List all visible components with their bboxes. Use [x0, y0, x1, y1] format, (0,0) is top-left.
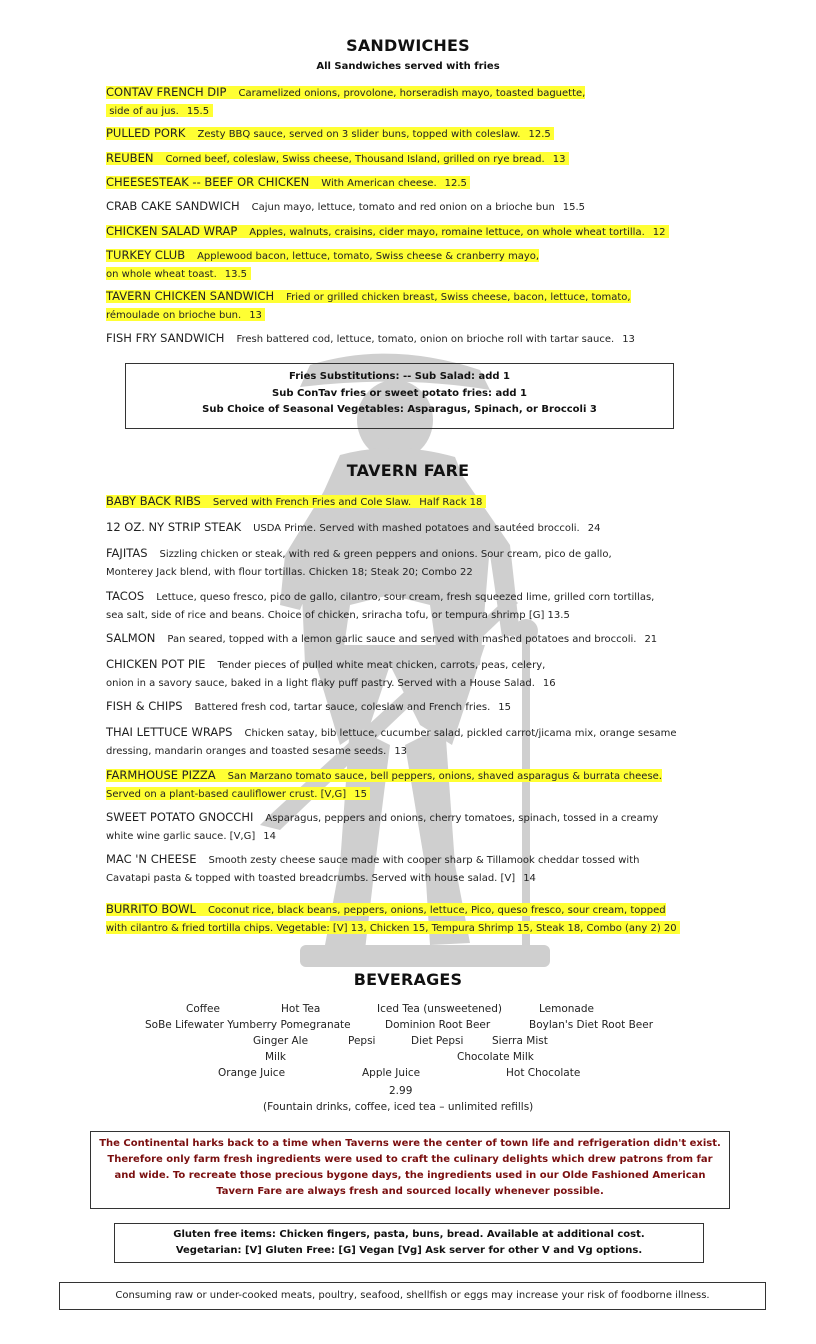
list-item — [106, 247, 726, 283]
beverage-item: Diet Pepsi — [411, 1035, 464, 1047]
item-desc-2: Cavatapi pasta & topped with toasted breadcrumbs. Served with house salad. [V] — [106, 873, 516, 884]
item-name: CRAB CAKE SANDWICH — [106, 199, 240, 213]
list-item — [106, 84, 726, 120]
tavern-story: The Continental harks back to a time when Taverns were the center of town life and refrigeration didn't exist. Therefore only farm fresh ingredients were used to craft the culinary delights which drew patrons from far and wide. To recreate those precious bygone days, the ingredients used in our Olde Fashioned American Tavern Fare are always fresh and sourced locally whenever possible. — [90, 1131, 730, 1209]
list-item — [106, 545, 786, 581]
list-item — [106, 851, 786, 887]
item-price: 13.5 — [224, 269, 248, 280]
beverage-item: Hot Chocolate — [506, 1067, 581, 1079]
item-name: THAI LETTUCE WRAPS — [106, 725, 233, 739]
item-price: 15 — [498, 702, 512, 713]
beverage-item: Sierra Mist — [492, 1035, 548, 1047]
item-desc: Asparagus, peppers and onions, cherry tomatoes, spinach, tossed in a creamy — [265, 813, 659, 824]
list-item — [106, 724, 786, 760]
item-desc: Lettuce, queso fresco, pico de gallo, cilantro, sour cream, fresh squeezed lime, grilled corn tortillas, — [156, 592, 655, 603]
substitution-line: Fries Substitutions: -- Sub Salad: add 1 — [289, 371, 510, 382]
item-name: CHICKEN POT PIE — [106, 657, 206, 671]
item-name: CHEESESTEAK -- BEEF OR CHICKEN — [106, 175, 310, 189]
beverage-item: Lemonade — [539, 1003, 594, 1015]
item-desc-2: rémoulade on brioche bun. — [106, 310, 242, 321]
list-item — [106, 901, 806, 937]
dietary-note-line: Gluten free items: Chicken fingers, pasta, buns, bread. Available at additional cost. — [173, 1229, 645, 1240]
item-desc: Served with French Fries and Cole Slaw. — [212, 497, 412, 508]
item-name: FARMHOUSE PIZZA — [106, 768, 216, 782]
item-price: 12 — [652, 227, 666, 238]
item-desc-2: side of au jus. — [109, 106, 179, 117]
item-price: 14 — [523, 873, 536, 884]
item-name: BABY BACK RIBS — [106, 494, 201, 508]
beverage-item: Chocolate Milk — [457, 1051, 534, 1063]
item-name: FISH & CHIPS — [106, 699, 183, 713]
item-desc: Corned beef, coleslaw, Swiss cheese, Thousand Island, grilled on rye bread. — [165, 154, 545, 165]
item-desc: Applewood bacon, lettuce, tomato, Swiss cheese & cranberry mayo, — [197, 251, 540, 262]
dietary-legend-line: Vegetarian: [V] Gluten Free: [G] Vegan [Vg] Ask server for other V and Vg options. — [175, 1245, 643, 1256]
item-name: BURRITO BOWL — [106, 902, 196, 916]
item-name: FISH FRY SANDWICH — [106, 331, 225, 345]
item-desc: Caramelized onions, provolone, horseradish mayo, toasted baguette, — [238, 88, 586, 99]
list-item — [106, 223, 746, 241]
list-item — [106, 519, 766, 537]
beverage-item: Dominion Root Beer — [385, 1019, 491, 1031]
item-desc: USDA Prime. Served with mashed potatoes and sautéed broccoli. — [253, 523, 580, 534]
list-item — [106, 150, 726, 168]
item-name: PULLED PORK — [106, 126, 186, 140]
item-desc: Cajun mayo, lettuce, tomato and red onion on a brioche bun — [251, 202, 555, 213]
item-price: 13 — [552, 154, 566, 165]
item-price: 13 — [622, 334, 635, 345]
item-name: CONTAV FRENCH DIP — [106, 85, 227, 99]
item-name: CHICKEN SALAD WRAP — [106, 224, 238, 238]
dietary-notes-box — [114, 1223, 704, 1263]
item-desc-2: white wine garlic sauce. [V,G] — [106, 831, 256, 842]
item-desc: Fried or grilled chicken breast, Swiss cheese, bacon, lettuce, tomato, — [286, 292, 631, 303]
beverages-title: BEVERAGES — [353, 970, 463, 989]
list-item — [106, 174, 726, 192]
fries-substitutions-box — [125, 363, 674, 429]
list-item — [106, 809, 786, 845]
item-name: 12 OZ. NY STRIP STEAK — [106, 520, 242, 534]
tavern-fare-title: TAVERN FARE — [346, 461, 470, 480]
item-desc-2: Served on a plant-based cauliflower crust. [V,G] — [106, 789, 347, 800]
beverage-item: SoBe Lifewater Yumberry Pomegranate — [145, 1019, 351, 1031]
beverage-item: Orange Juice — [218, 1067, 286, 1079]
beverage-item: Pepsi — [348, 1035, 376, 1047]
item-name: FAJITAS — [106, 546, 148, 560]
item-price: 13 — [249, 310, 262, 321]
list-item — [106, 767, 786, 803]
item-desc: Pan seared, topped with a lemon garlic sauce and served with mashed potatoes and broccoli. — [167, 634, 637, 645]
list-item — [106, 330, 746, 348]
item-price: 16 — [542, 678, 556, 689]
item-desc: Chicken satay, bib lettuce, cucumber salad, pickled carrot/jicama mix, orange sesame — [244, 728, 677, 739]
item-desc: Sizzling chicken or steak, with red & green peppers and onions. Sour cream, pico de gallo, — [159, 549, 612, 560]
item-price: Half Rack 18 — [419, 497, 483, 508]
item-price: 15 — [354, 789, 367, 800]
list-item — [106, 493, 746, 511]
item-name: TAVERN CHICKEN SANDWICH — [106, 289, 275, 303]
item-desc-2: Monterey Jack blend, with flour tortillas. Chicken 18; Steak 20; Combo 22 — [106, 567, 473, 578]
beverage-item: Milk — [265, 1051, 286, 1063]
beverage-note: (Fountain drinks, coffee, iced tea – unlimited refills) — [263, 1101, 534, 1113]
item-price: 15.5 — [562, 202, 586, 213]
beverage-item: Ginger Ale — [253, 1035, 309, 1047]
item-name: TURKEY CLUB — [106, 248, 186, 262]
beverage-price: 2.99 — [389, 1085, 413, 1097]
item-desc: Smooth zesty cheese sauce made with cooper sharp & Tillamook cheddar tossed with — [208, 855, 640, 866]
item-price: 14 — [263, 831, 276, 842]
substitution-line: Sub Choice of Seasonal Vegetables: Asparagus, Spinach, or Broccoli 3 — [202, 404, 597, 415]
item-name: TACOS — [106, 589, 145, 603]
beverage-item: Apple Juice — [362, 1067, 421, 1079]
item-name: MAC 'N CHEESE — [106, 852, 197, 866]
beverage-item: Hot Tea — [281, 1003, 321, 1015]
item-desc-2: dressing, mandarin oranges and toasted sesame seeds. — [106, 746, 387, 757]
list-item — [106, 288, 726, 324]
item-price: 12.5 — [528, 129, 551, 140]
list-item — [106, 656, 786, 692]
item-price: 21 — [644, 634, 658, 645]
item-desc-2: sea salt, side of rice and beans. Choice of chicken, sriracha tofu, or tempura shrimp [G] 13.5 — [106, 610, 570, 621]
item-name: REUBEN — [106, 151, 154, 165]
substitution-line: Sub ConTav fries or sweet potato fries: add 1 — [272, 387, 527, 399]
item-desc: San Marzano tomato sauce, bell peppers, onions, shaved asparagus & burrata cheese. — [227, 771, 662, 782]
item-desc-2: with cilantro & fried tortilla chips. Vegetable: [V] 13, Chicken 15, Tempura Shrimp 15, Steak 18, Combo (any 2) 20 — [106, 923, 677, 934]
item-desc: Fresh battered cod, lettuce, tomato, onion on brioche roll with tartar sauce. — [236, 334, 615, 345]
item-price: 15.5 — [186, 106, 210, 117]
list-item — [106, 198, 726, 216]
item-desc: Apples, walnuts, craisins, cider mayo, romaine lettuce, on whole wheat tortilla. — [249, 227, 645, 238]
sandwiches-title: SANDWICHES — [346, 36, 470, 55]
item-desc: With American cheese. — [321, 178, 437, 189]
item-price: 13 — [394, 746, 408, 757]
beverage-item: Boylan's Diet Root Beer — [529, 1019, 654, 1031]
foodborne-disclaimer: Consuming raw or under-cooked meats, poultry, seafood, shellfish or eggs may increase your risk of foodborne illness. — [59, 1282, 766, 1310]
sandwiches-subtitle: All Sandwiches served with fries — [316, 61, 500, 72]
item-desc: Tender pieces of pulled white meat chicken, carrots, peas, celery, — [217, 660, 546, 671]
item-desc: Coconut rice, black beans, peppers, onions, lettuce, Pico, queso fresco, sour cream, topped — [207, 905, 666, 916]
item-price: 24 — [587, 523, 601, 534]
list-item — [106, 125, 726, 143]
list-item — [106, 630, 796, 648]
beverage-item: Coffee — [186, 1003, 220, 1015]
item-desc-2: onion in a savory sauce, baked in a light flaky puff pastry. Served with a House Salad. — [106, 678, 535, 689]
item-price: 12.5 — [444, 178, 467, 189]
item-name: SWEET POTATO GNOCCHI — [106, 810, 254, 824]
item-desc: Zesty BBQ sauce, served on 3 slider buns, topped with coleslaw. — [197, 129, 521, 140]
beverage-item: Iced Tea (unsweetened) — [377, 1003, 503, 1015]
item-name: SALMON — [106, 631, 156, 645]
list-item — [106, 588, 796, 624]
item-desc-2: on whole wheat toast. — [106, 269, 217, 280]
list-item — [106, 698, 726, 716]
item-desc: Battered fresh cod, tartar sauce, coleslaw and French fries. — [194, 702, 491, 713]
